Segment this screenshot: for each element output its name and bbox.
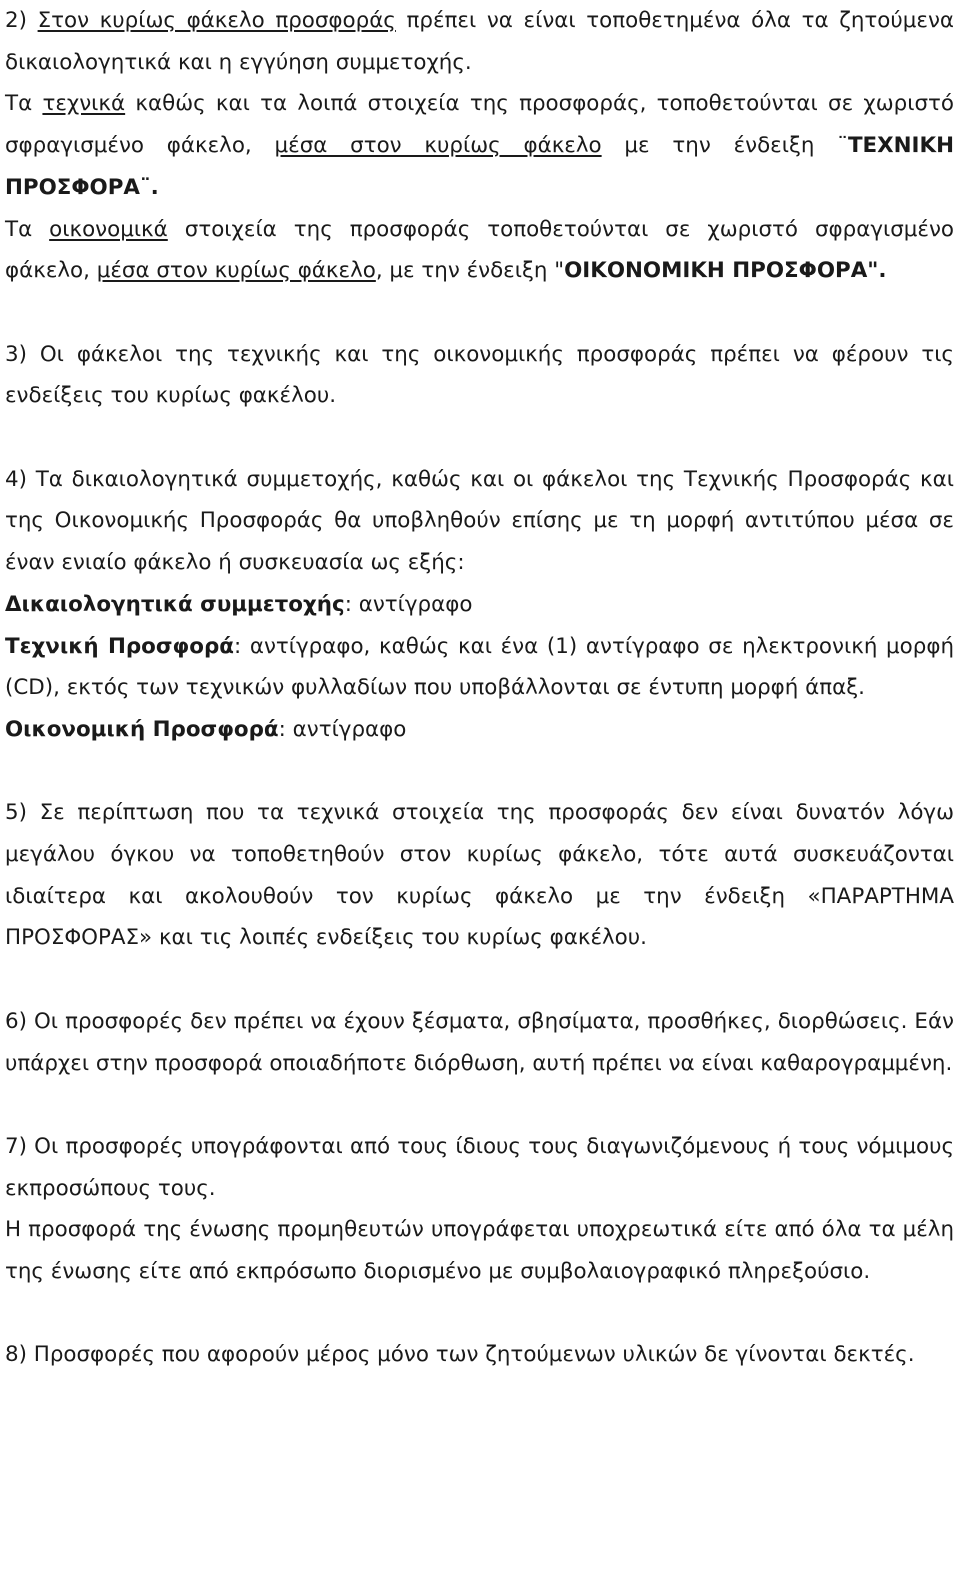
technical-offer-label: ΤΕΧΝΙΚΗ ΠΡΟΣΦΟΡΑ bbox=[5, 133, 954, 200]
paragraph-3: 3) Οι φάκελοι της τεχνικής και της οικονομικής προσφοράς πρέπει να φέρουν τις ενδείξεις του κυρίως φακέλου. bbox=[5, 341, 954, 409]
underlined-technical: τεχνικά bbox=[42, 91, 126, 117]
paragraph-6: 6) Οι προσφορές δεν πρέπει να έχουν ξέσματα, σβησίματα, προσθήκες, διορθώσεις. Εάν υπάρχει στην προσφορά οποιαδήποτε διόρθωση, αυτή πρέπει να είναι καθαρογραμμένη. bbox=[5, 1008, 954, 1076]
paragraph-5: 5) Σε περίπτωση που τα τεχνικά στοιχεία της προσφοράς δεν είναι δυνατόν λόγω μεγάλου όγκου να τοποθετηθούν στον κυρίως φάκελο, τότε αυτά συσκευάζονται ιδιαίτερα και ακολουθούν τον κυρίως φάκελο με την ένδειξη «ΠΑΡΑΡΤΗΜΑ ΠΡΟΣΦΟΡΑΣ» και τις λοιπές ενδείξεις του κυρίως φακέλου. bbox=[5, 800, 954, 951]
paragraph-4-documents: Δικαιολογητικά συμμετοχής: αντίγραφο bbox=[5, 591, 473, 617]
underlined-inside-main-envelope-2: μέσα στον κυρίως φάκελο bbox=[96, 258, 376, 284]
financial-offer-label: ΟΙΚΟΝΟΜΙΚΗ ΠΡΟΣΦΟΡΑ". bbox=[564, 258, 887, 284]
underlined-financial: οικονομικά bbox=[49, 216, 168, 242]
paragraph-2-main-envelope: 2) Στον κυρίως φάκελο προσφοράς πρέπει να είναι τοποθετημένα όλα τα ζητούμενα δικαιολογητικά και η εγγύηση συμμετοχής. bbox=[5, 8, 954, 75]
underlined-main-envelope: Στον κυρίως φάκελο προσφοράς bbox=[37, 8, 396, 33]
spacer bbox=[5, 292, 954, 334]
spacer bbox=[5, 1084, 954, 1126]
paragraph-4-financial: Οικονομική Προσφορά: αντίγραφο bbox=[5, 716, 407, 742]
spacer bbox=[5, 417, 954, 459]
paragraph-2-technical: Τα τεχνικά καθώς και τα λοιπά στοιχεία της προσφοράς, τοποθετούνται σε χωριστό σφραγισμένο φάκελο, μέσα στον κυρίως φάκελο με την ένδειξη ¨ΤΕΧΝΙΚΗ ΠΡΟΣΦΟΡΑ¨. bbox=[5, 91, 955, 200]
spacer bbox=[5, 959, 954, 1001]
spacer bbox=[5, 1293, 954, 1335]
paragraph-4-intro: 4) Τα δικαιολογητικά συμμετοχής, καθώς και οι φάκελοι της Τεχνικής Προσφοράς και της Οικονομικής Προσφοράς θα υποβληθούν επίσης με τη μορφή αντιτύπου μέσα σε έναν ενιαίο φάκελο ή συσκευασία ως εξής: bbox=[5, 466, 954, 576]
paragraph-7-signatures: 7) Οι προσφορές υπογράφονται από τους ίδιους τους διαγωνιζόμενους ή τους νόμιμους εκπροσώπους τους. bbox=[5, 1133, 954, 1201]
spacer bbox=[5, 751, 954, 793]
paragraph-8: 8) Προσφορές που αφορούν μέρος μόνο των ζητούμενων υλικών δε γίνονται δεκτές. bbox=[5, 1342, 915, 1368]
paragraph-4-technical: Τεχνική Προσφορά: αντίγραφο, καθώς και ένα (1) αντίγραφο σε ηλεκτρονική μορφή (CD), εκτός των τεχνικών φυλλαδίων που υποβάλλονται σε έντυπη μορφή άπαξ. bbox=[5, 633, 955, 701]
paragraph-7-union: Η προσφορά της ένωσης προμηθευτών υπογράφεται υποχρεωτικά είτε από όλα τα μέλη της ένωσης είτε από εκπρόσωπο διορισμένο με συμβολαιογραφικό πληρεξούσιο. bbox=[5, 1217, 954, 1285]
paragraph-2-financial: Τα οικονομικά στοιχεία της προσφοράς τοποθετούνται σε χωριστό σφραγισμένο φάκελο, μέσα στον κυρίως φάκελο, με την ένδειξη "ΟΙΚΟΝΟΜΙΚΗ ΠΡΟΣΦΟΡΑ". bbox=[5, 216, 954, 284]
underlined-inside-main-envelope: μέσα στον κυρίως φάκελο bbox=[274, 133, 602, 159]
